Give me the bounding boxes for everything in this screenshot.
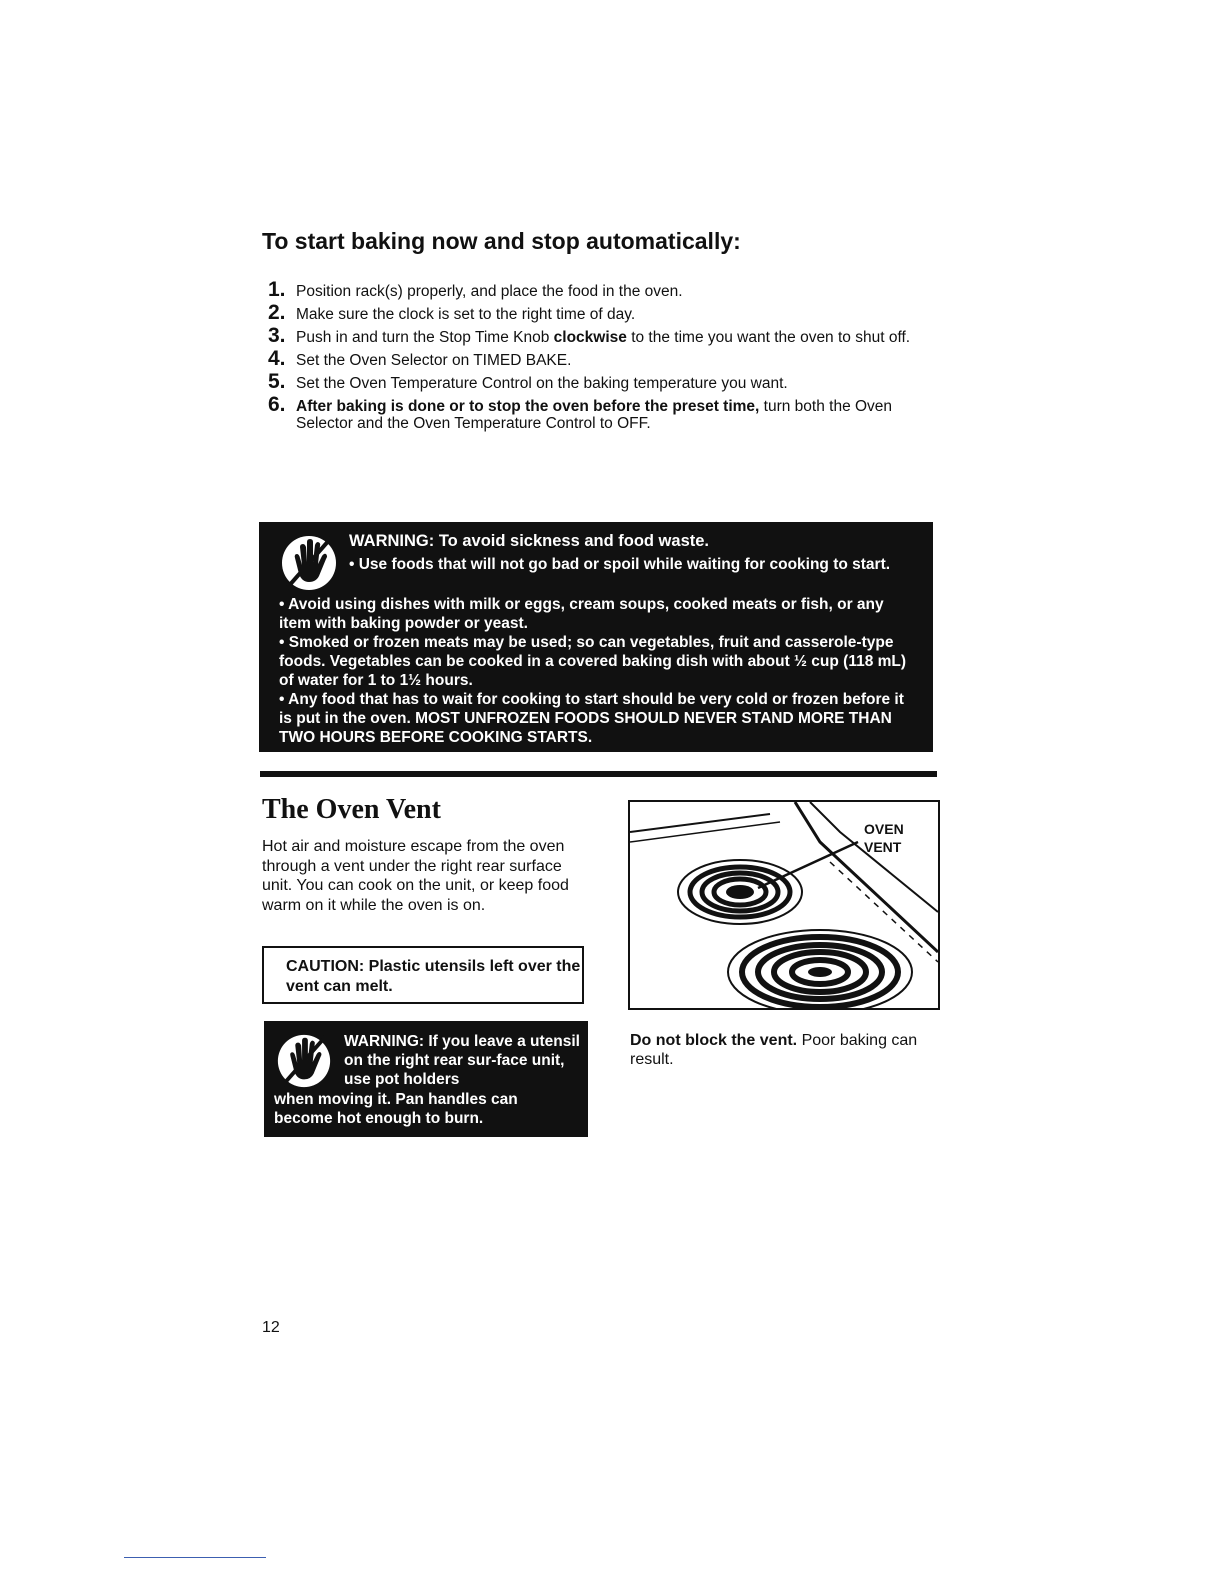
page-number: 12 (262, 1319, 280, 1336)
illustration-label: OVEN (864, 821, 904, 837)
step-item (268, 347, 948, 370)
step-number: 4. (268, 347, 286, 370)
warning-bullets (279, 595, 919, 747)
illustration-caption (630, 1031, 950, 1069)
step-number: 3. (268, 324, 286, 347)
caption-bold: Do not block the vent. (630, 1032, 798, 1049)
footer-line (124, 1557, 266, 1558)
section-heading: To start baking now and stop automatically: (262, 228, 741, 254)
warning-bullet: • Smoked or frozen meats may be used; so can vegetables, fruit and casserole-type foods. Vegetables can be cooked in a covered baking dish with about ½ cup (118 mL) of water for 1 to 1½ hours. (279, 634, 907, 689)
section-divider (260, 771, 937, 777)
step-text: Make sure the clock is set to the right time of day. (296, 306, 636, 323)
step-text: Set the Oven Selector on TIMED BAKE. (296, 352, 572, 369)
warning-food-box (259, 522, 933, 752)
caution-box (262, 946, 584, 1004)
step-text: Set the Oven Temperature Control on the baking temperature you want. (296, 375, 788, 392)
oven-vent-illustration (628, 800, 940, 1010)
warning-bullet: • Use foods that will not go bad or spoil while waiting for cooking to start. (349, 556, 891, 573)
warning-utensil-box (264, 1021, 588, 1137)
step-item (268, 324, 948, 347)
illustration-label: VENT (864, 839, 902, 855)
cooktop-drawing (630, 802, 938, 1008)
step-text-bold: clockwise (553, 329, 627, 346)
step-number: 5. (268, 370, 286, 393)
step-text: Push in and turn the Stop Time Knob (296, 329, 554, 346)
step-text-bold: After baking is done or to stop the oven before the preset time, (296, 398, 760, 415)
warning-text: when moving it. Pan handles can become hot enough to burn. (274, 1091, 518, 1127)
step-item (268, 278, 948, 301)
warning-bullet: • Any food that has to wait for cooking to start should be very cold or frozen before it is put in the oven. MOST UNFROZEN FOODS SHOULD NEVER STAND MORE THAN TWO HOURS BEFORE COOKING STARTS. (279, 691, 904, 746)
oven-vent-body: Hot air and moisture escape from the oven through a vent under the right rear surface unit. You can cook on the unit, or keep food warm on it while the oven is on. (262, 838, 569, 914)
warning-title: WARNING: To avoid sickness and food waste. (349, 532, 710, 550)
hand-warning-icon (274, 1031, 334, 1091)
step-number: 2. (268, 301, 286, 324)
warning-title: WARNING: If you leave a utensil on the right rear sur-face unit, use pot holders (344, 1033, 580, 1088)
caption-text: Poor baking can result. (630, 1032, 918, 1068)
step-text: to the time you want the oven to shut off. (626, 329, 911, 346)
step-item (268, 301, 948, 324)
step-number: 6. (268, 393, 286, 416)
step-text: Position rack(s) properly, and place the food in the oven. (296, 283, 683, 300)
hand-warning-icon (281, 532, 337, 594)
step-text: turn both the Oven Selector and the Oven Temperature Control to OFF. (296, 398, 893, 432)
oven-vent-title: The Oven Vent (262, 794, 441, 825)
warning-bullet: • Avoid using dishes with milk or eggs, cream soups, cooked meats or fish, or any item with baking powder or yeast. (279, 596, 884, 632)
step-number: 1. (268, 278, 286, 301)
caution-text: CAUTION: Plastic utensils left over the vent can melt. (286, 958, 581, 995)
steps-list (268, 278, 948, 438)
step-item (268, 393, 948, 432)
step-item (268, 370, 948, 393)
